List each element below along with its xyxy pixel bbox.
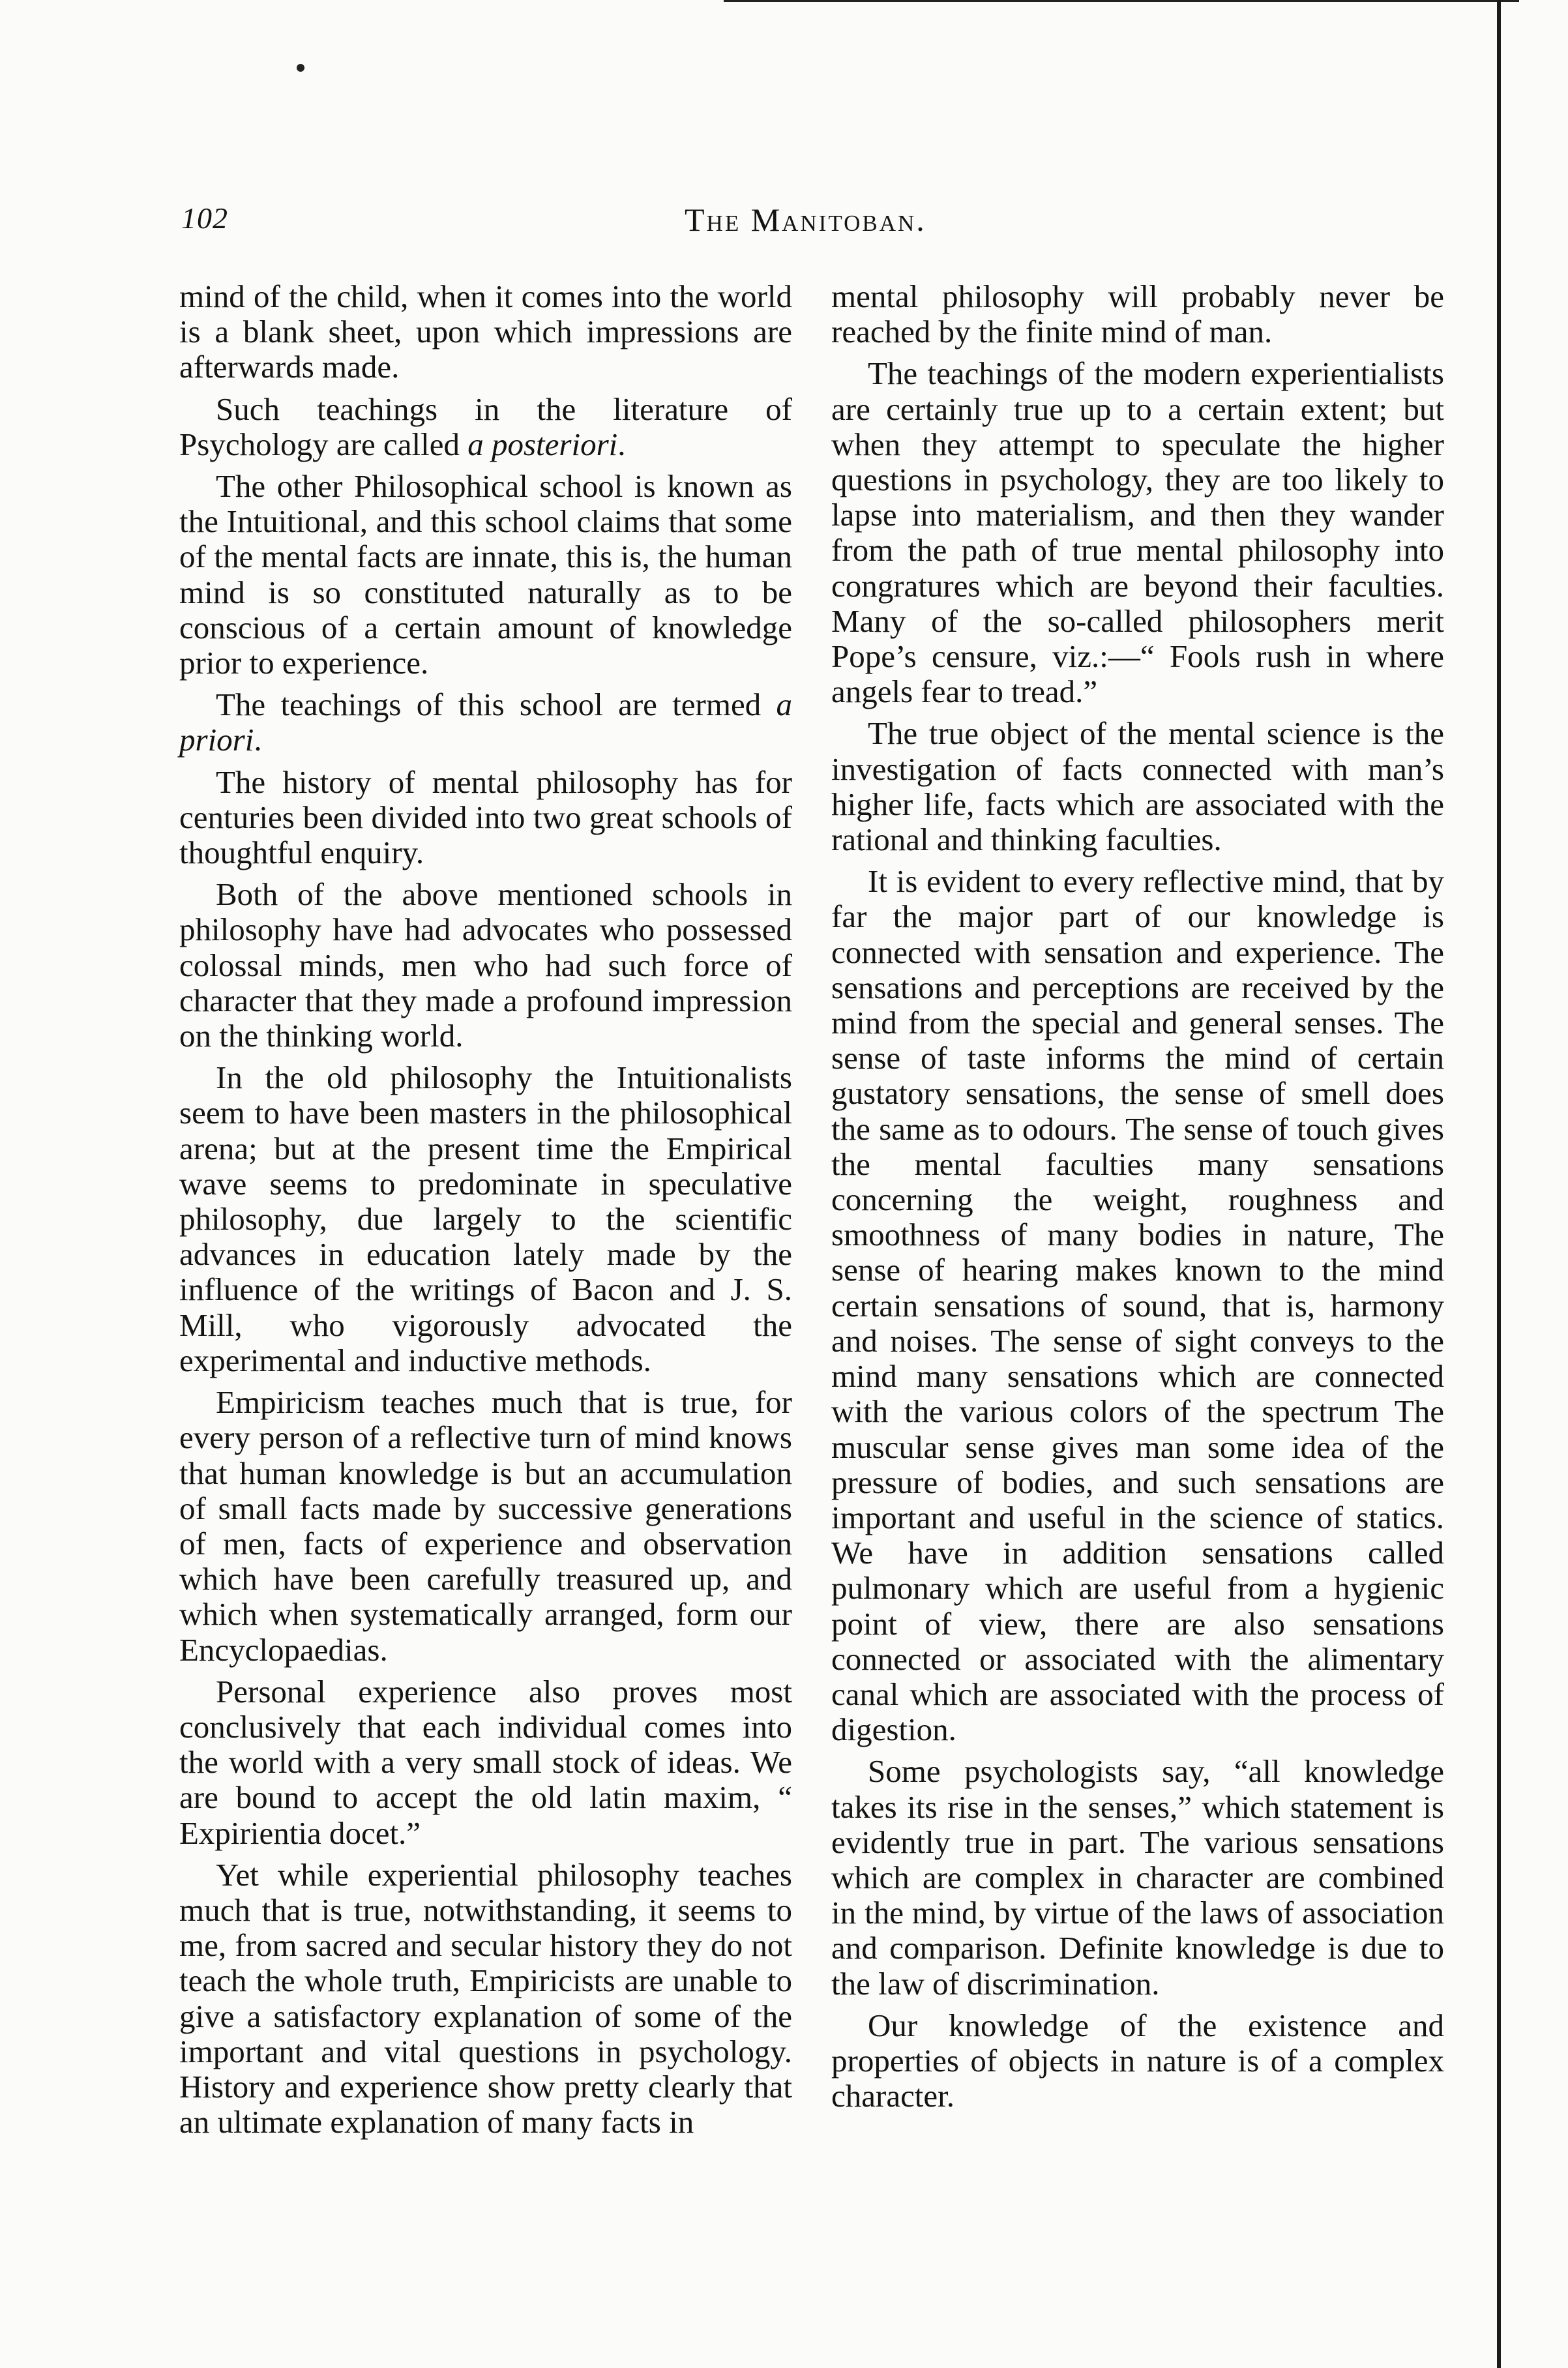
running-title: The Manitoban. bbox=[685, 201, 926, 238]
paragraph: mind of the child, when it comes into the world is a blank sheet, upon which impressions are afterwards made. bbox=[179, 278, 792, 385]
paragraph: Personal experience also proves most conclusively that each individual comes into the world with a very small stock of ideas. We are bound to accept the old latin maxim, “ Expirientia docet.” bbox=[179, 1673, 792, 1851]
paragraph: Such teachings in the literature of Psychology are called a posteriori. bbox=[179, 391, 792, 462]
top-rule bbox=[724, 0, 1519, 2]
paragraph: The other Philosophical school is known as the Intuitional, and this school claims that some of the mental facts are innate, this is, the human mind is so constituted naturally as to be conscious of a certain amount of knowledge prior to experience. bbox=[179, 468, 792, 681]
right-column bbox=[831, 279, 1444, 2120]
paragraph: Our knowledge of the existence and properties of objects in nature is of a complex character. bbox=[831, 2007, 1444, 2114]
paragraph: Some psychologists say, “all knowledge takes its rise in the senses,” which statement is evidently true in part. The various sensations which are complex in character are combined in the mind, by virtue of the laws of association and comparison. Definite knowledge is due to the law of discrimination. bbox=[831, 1753, 1444, 2002]
paragraph: In the old philosophy the Intuitionalists seem to have been masters in the philosophical arena; but at the present time the Empirical wave seems to predominate in speculative philosophy, due largely to the scientific advances in education lately made by the influence of the writings of Bacon and J. S. Mill, who vigorously advocated the experimental and inductive methods. bbox=[179, 1059, 792, 1378]
page-number: 102 bbox=[181, 201, 228, 235]
paragraph: The teachings of the modern experientialists are certainly true up to a certain extent; but when they attempt to speculate the higher questions in psychology, they are too likely to lapse into materialism, and then they wander from the path of true mental philosophy into congratures which are beyond their faculties. Many of the so-called philosophers merit Pope’s censure, viz.:—“ Fools rush in where angels fear to tread.” bbox=[831, 355, 1444, 710]
paragraph: It is evident to every reflective mind, that by far the major part of our knowledge is connected with sensation and experience. The sensations and perceptions are received by the mind from the special and general senses. The sense of taste informs the mind of certain gustatory sensations, the sense of smell does the same as to odours. The sense of touch gives the mental faculties many sensations concerning the weight, roughness and smoothness of many bodies in nature, The sense of hearing makes known to the mind certain sensations of sound, that is, harmony and noises. The sense of sight conveys to the mind many sensations which are connected with the various colors of the spectrum The muscular sense gives man some idea of the pressure of bodies, and such sensations are important and useful in the science of statics. We have in addition sensations called pulmonary which are useful from a hygienic point of view, there are also sensations connected or associated with the alimentary canal which are associated with the process of digestion. bbox=[831, 863, 1444, 1748]
paragraph: The true object of the mental science is the investigation of facts connected with man’s higher life, facts which are associated with the rational and thinking faculties. bbox=[831, 715, 1444, 858]
paragraph: mental philosophy will probably never be reached by the finite mind of man. bbox=[831, 278, 1444, 350]
left-column bbox=[179, 279, 792, 2146]
paragraph: Both of the above mentioned schools in philosophy have had advocates who possessed colossal minds, men who had such force of character that they made a profound impression on the thinking world. bbox=[179, 876, 792, 1054]
paragraph: The teachings of this school are termed a priori. bbox=[179, 687, 792, 758]
paragraph: Empiricism teaches much that is true, for every person of a reflective turn of mind knows that human knowledge is but an accumulation of small facts made by successive generations of men, facts of experience and observation which have been carefully treasured up, and which when systematically arranged, form our Encyclopaedias. bbox=[179, 1384, 792, 1668]
paragraph: Yet while experiential philosophy teaches much that is true, notwithstanding, it seems to me, from sacred and secular history they do not teach the whole truth, Empiricists are unable to give a satisfactory explanation of some of the important and vital questions in psychology. History and experience show pretty clearly that an ultimate explanation of many facts in bbox=[179, 1856, 792, 2140]
ink-speck bbox=[297, 64, 304, 72]
paragraph: The history of mental philosophy has for centuries been divided into two great schools of thoughtful enquiry. bbox=[179, 763, 792, 871]
page-edge bbox=[1497, 0, 1501, 2368]
